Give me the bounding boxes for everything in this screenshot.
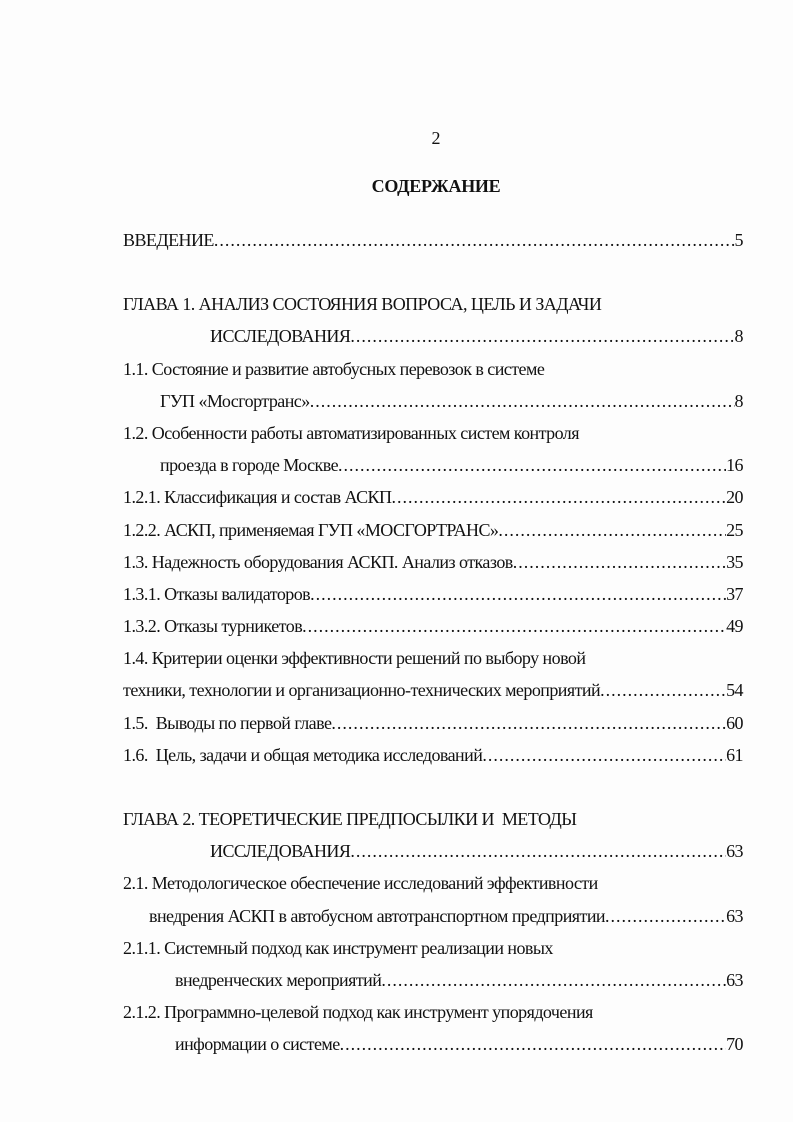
toc-spacer — [123, 776, 743, 808]
dot-leader — [350, 840, 726, 862]
toc-entry-text: ГЛАВА 1. АНАЛИЗ СОСТОЯНИЯ ВОПРОСА, ЦЕЛЬ И ЗАДАЧИ — [123, 294, 602, 315]
dot-leader — [381, 969, 726, 991]
toc-entry-text: 1.3.2. Отказы турникетов — [123, 616, 303, 637]
toc-entry-line[interactable] — [123, 454, 743, 486]
toc-entry-text: 1.1. Состояние и развитие автобусных перевозок в системе — [123, 358, 545, 379]
toc-entry-line[interactable] — [123, 615, 743, 647]
toc-page-number: 20 — [726, 487, 743, 508]
toc-entry-line[interactable] — [123, 358, 743, 390]
toc-page-number: 63 — [726, 969, 743, 990]
toc-entry-text: 2.1.2. Программно-целевой подход как инструмент упорядочения — [123, 1002, 593, 1023]
toc-entry-line[interactable] — [123, 969, 743, 1001]
toc-entry-line[interactable] — [123, 229, 743, 261]
dot-leader — [214, 229, 735, 251]
toc-entry-line[interactable] — [123, 840, 743, 872]
dot-leader — [498, 519, 726, 541]
dot-leader — [600, 679, 726, 701]
dot-leader — [482, 744, 726, 766]
toc-entry-text: 2.1.1. Системный подход как инструмент реализации новых — [123, 937, 553, 958]
table-of-contents — [123, 229, 743, 1066]
toc-entry-text: внедренческих мероприятий — [175, 969, 382, 990]
toc-page-number: 61 — [726, 744, 743, 765]
toc-entry-text: 1.4. Критерии оценки эффективности решений по выбору новой — [123, 648, 586, 669]
toc-entry-line[interactable] — [123, 325, 743, 357]
toc-entry-line[interactable] — [123, 551, 743, 583]
toc-entry-line[interactable] — [123, 744, 743, 776]
toc-entry-text: 1.3.1. Отказы валидаторов — [123, 583, 311, 604]
toc-page-number: 70 — [726, 1034, 743, 1055]
toc-page-number: 8 — [734, 390, 743, 411]
toc-entry-line[interactable] — [123, 422, 743, 454]
dot-leader — [350, 325, 734, 347]
toc-entry-text: 1.3. Надежность оборудования АСКП. Анализ отказов — [123, 551, 513, 572]
dot-leader — [331, 712, 726, 734]
toc-page-number: 63 — [726, 841, 743, 862]
dot-leader — [391, 486, 726, 508]
toc-entry-line[interactable] — [123, 679, 743, 711]
toc-page-number: 25 — [726, 519, 743, 540]
toc-entry-line[interactable] — [123, 647, 743, 679]
dot-leader — [310, 583, 726, 605]
toc-page-number: 60 — [726, 712, 743, 733]
toc-entry-text: 2.1. Методологическое обеспечение исследований эффективности — [123, 873, 598, 894]
toc-entry-text: проезда в городе Москве — [160, 455, 339, 476]
toc-entry-text: 1.6. Цель, задачи и общая методика исследований — [123, 744, 483, 765]
toc-entry-text: техники, технологии и организационно-технических мероприятий — [123, 680, 601, 701]
page-number: 2 — [431, 128, 441, 148]
toc-entry-text: ИССЛЕДОВАНИЯ — [210, 326, 351, 347]
dot-leader — [338, 454, 726, 476]
dot-leader — [302, 615, 726, 637]
toc-entry-text: 1.5. Выводы по первой главе — [123, 712, 332, 733]
toc-spacer — [123, 261, 743, 293]
toc-page-number: 63 — [726, 905, 743, 926]
toc-entry-line[interactable] — [123, 937, 743, 969]
toc-entry-text: 1.2.2. АСКП, применяемая ГУП «МОСГОРТРАНС» — [123, 519, 499, 540]
toc-page-number: 16 — [726, 455, 743, 476]
toc-page-number: 8 — [734, 326, 743, 347]
dot-leader — [340, 1033, 726, 1055]
toc-page-number: 37 — [726, 583, 743, 604]
toc-entry-line[interactable] — [123, 583, 743, 615]
toc-entry-line[interactable] — [123, 808, 743, 840]
toc-entry-line[interactable] — [123, 390, 743, 422]
toc-entry-line[interactable] — [123, 519, 743, 551]
toc-page-number: 5 — [734, 230, 743, 250]
toc-entry-text: ГЛАВА 2. ТЕОРЕТИЧЕСКИЕ ПРЕДПОСЫЛКИ И МЕТОДЫ — [123, 809, 577, 829]
toc-entry-line[interactable] — [123, 872, 743, 904]
toc-entry-line[interactable] — [123, 486, 743, 518]
page-title: СОДЕРЖАНИЕ — [371, 176, 501, 196]
toc-entry-text: ИССЛЕДОВАНИЯ — [210, 841, 351, 862]
dot-leader — [605, 905, 726, 927]
toc-entry-line[interactable] — [123, 712, 743, 744]
toc-entry-text: ГУП «Мосгортранс» — [160, 390, 310, 411]
toc-entry-text: внедрения АСКП в автобусном автотранспортном предприятии — [149, 905, 605, 926]
toc-page-number: 35 — [726, 551, 743, 572]
toc-entry-line[interactable] — [123, 1033, 743, 1065]
toc-page-number: 49 — [726, 616, 743, 637]
toc-entry-line[interactable] — [123, 1001, 743, 1033]
dot-leader — [513, 551, 726, 573]
dot-leader — [310, 390, 735, 412]
toc-entry-text: 1.2.1. Классификация и состав АСКП — [123, 487, 392, 508]
toc-entry-text: ВВЕДЕНИЕ — [123, 230, 214, 250]
toc-entry-text: 1.2. Особенности работы автоматизированных систем контроля — [123, 422, 579, 443]
toc-entry-text: информации о системе — [175, 1034, 340, 1055]
toc-page-number: 54 — [726, 680, 743, 701]
toc-entry-line[interactable] — [123, 905, 743, 937]
toc-entry-line[interactable] — [123, 293, 743, 325]
